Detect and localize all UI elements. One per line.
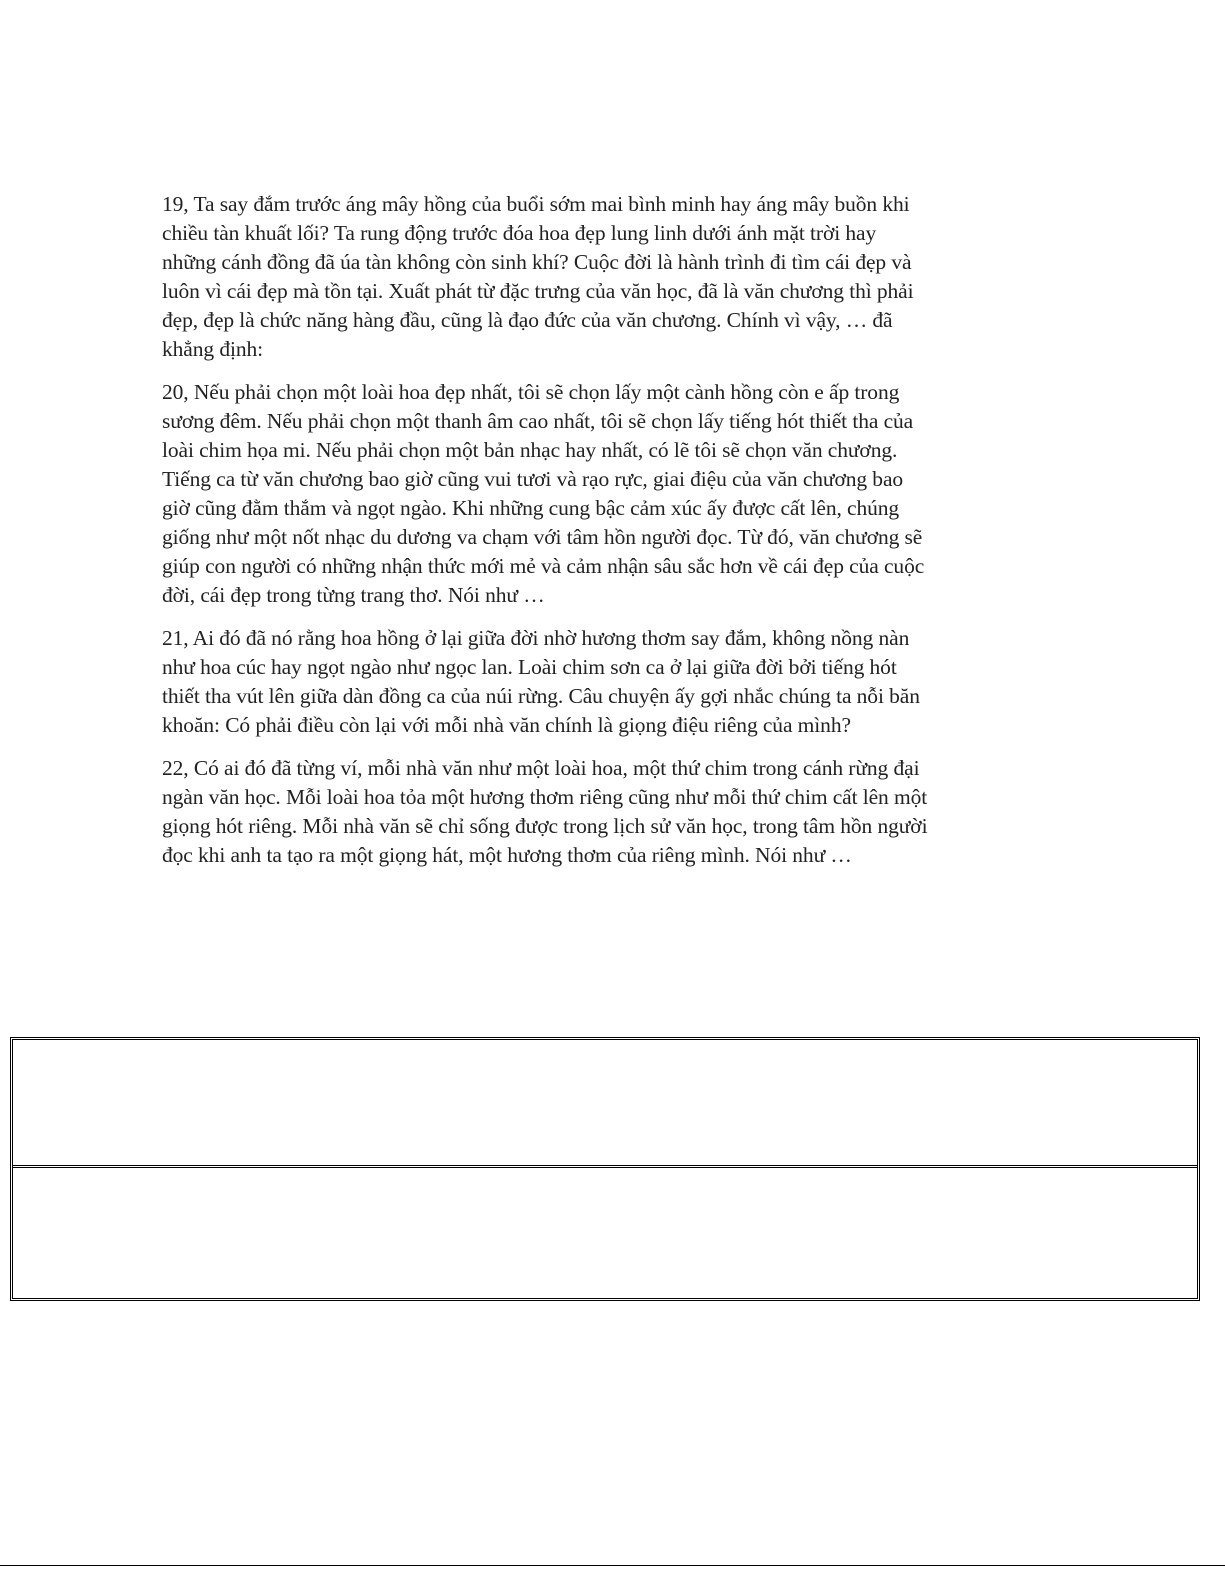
scanned-text-image xyxy=(162,190,932,965)
empty-answer-table xyxy=(10,1037,1200,1301)
paragraph-20: 20, Nếu phải chọn một loài hoa đẹp nhất, tôi sẽ chọn lấy một cành hồng còn e ấp trong sương đêm. Nếu phải chọn một thanh âm cao nhất, tôi sẽ chọn lấy tiếng hót thiết tha của loài chim họa mi. Nếu phải chọn một bản nhạc hay nhất, có lẽ tôi sẽ chọn văn chương. Tiếng ca từ văn chương bao giờ cũng vui tươi và rạo rực, giai điệu của văn chương bao giờ cũng đằm thắm và ngọt ngào. Khi những cung bậc cảm xúc ấy được cất lên, chúng giống như một nốt nhạc du dương va chạm với tâm hồn người đọc. Từ đó, văn chương sẽ giúp con người có những nhận thức mới mẻ và cảm nhận sâu sắc hơn về cái đẹp của cuộc đời, cái đẹp trong từng trang thơ. Nói như … xyxy=(162,380,925,607)
paragraph-21: 21, Ai đó đã nó rằng hoa hồng ở lại giữa đời nhờ hương thơm say đắm, không nồng nàn như hoa cúc hay ngọt ngào như ngọc lan. Loài chim sơn ca ở lại giữa đời bởi tiếng hót thiết tha vút lên giữa dàn đồng ca của núi rừng. Câu chuyện ấy gợi nhắc chúng ta nỗi băn khoăn: Có phải điều còn lại với mỗi nhà văn chính là giọng điệu riêng của mình? xyxy=(162,626,920,737)
table-row xyxy=(13,1171,1197,1298)
table-row xyxy=(13,1040,1197,1168)
page-bottom-rule xyxy=(0,1565,1225,1566)
paragraph-19: 19, Ta say đắm trước áng mây hồng của buổi sớm mai bình minh hay áng mây buồn khi chiều tàn khuất lối? Ta rung động trước đóa hoa đẹp lung linh dưới ánh mặt trời hay những cánh đồng đã úa tàn không còn sinh khí? Cuộc đời là hành trình đi tìm cái đẹp và luôn vì cái đẹp mà tồn tại. Xuất phát từ đặc trưng của văn học, đã là văn chương thì phải đẹp, đẹp là chức năng hàng đầu, cũng là đạo đức của văn chương. Chính vì vậy, … đã khẳng định: xyxy=(162,192,914,361)
paragraph-22: 22, Có ai đó đã từng ví, mỗi nhà văn như một loài hoa, một thứ chim trong cánh rừng đại ngàn văn học. Mỗi loài hoa tỏa một hương thơm riêng cũng như mỗi thứ chim cất lên một giọng hót riêng. Mỗi nhà văn sẽ chỉ sống được trong lịch sử văn học, trong tâm hồn người đọc khi anh ta tạo ra một giọng hát, một hương thơm của riêng mình. Nói như … xyxy=(162,756,928,867)
